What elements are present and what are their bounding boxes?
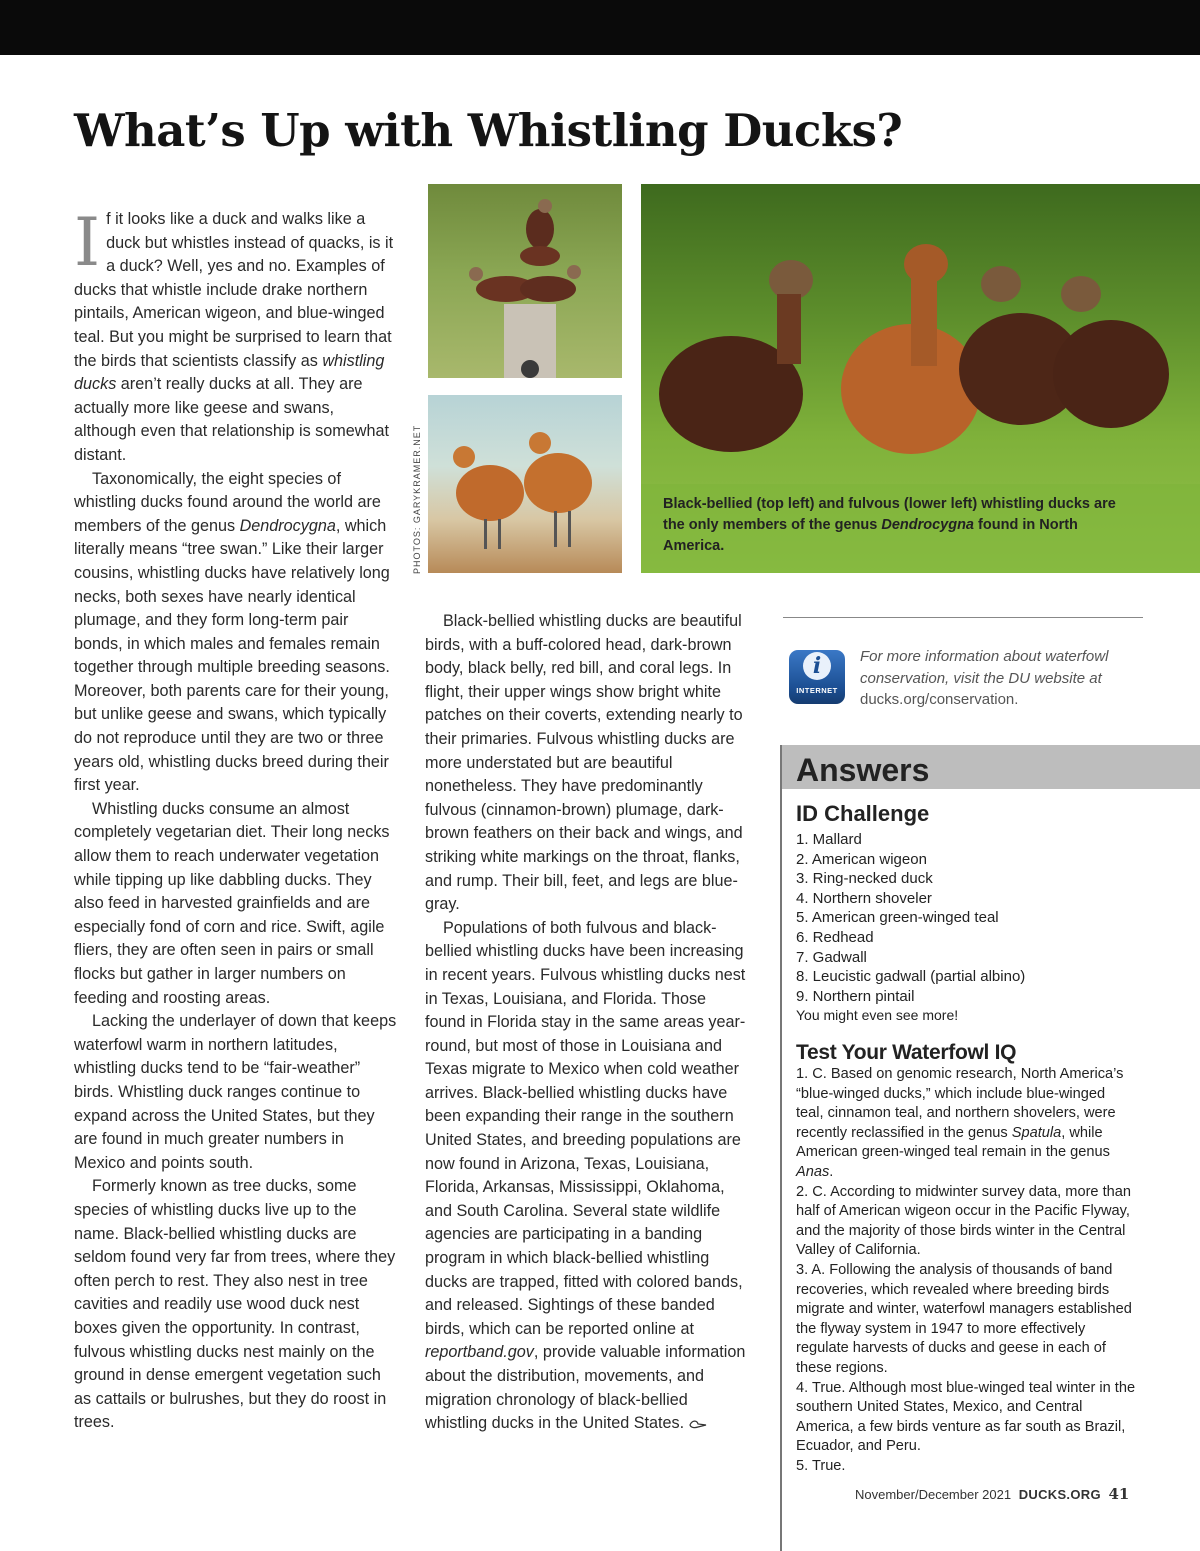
top-black-bar [0, 0, 1200, 55]
list-item: 4. Northern shoveler [796, 889, 932, 907]
waterfowl-iq-heading: Test Your Waterfowl IQ [796, 1041, 1017, 1064]
info-icon-label: INTERNET [796, 686, 838, 695]
article-column-2 [425, 610, 751, 1436]
info-i-glyph: i [803, 652, 831, 680]
article-paragraph: Black-bellied whistling ducks are beautiful birds, with a buff-colored head, dark-brown body, black belly, red bill, and coral legs. In flight, their upper wings show bright white patches on their coverts, extending nearly to their primaries. Fulvous whistling ducks are more understated but are beautiful nonetheless. They have predominantly fulvous (cinnamon-brown) plumage, dark-brown feathers on their back and wings, and striking white markings on the throat, flanks, and rump. Their bill, feet, and legs are blue-gray. [425, 612, 743, 914]
iq-answer: 2. C. According to midwinter survey data, more than half of American wigeon occur in the Pacific Flyway, and the majority of those birds winter in the Central Valley of California. [796, 1183, 1132, 1259]
site-name: DUCKS.ORG [1018, 1487, 1101, 1502]
article-paragraph: Whistling ducks consume an almost completely vegetarian diet. Their long necks allow them to reach underwater vegetation while tipping up like dabbling ducks. They also feed in harvested grainfields and are especially fond of corn and rice. Swift, agile fliers, they are often seen in pairs or small flocks but gather in larger numbers on feeding and roosting areas. [74, 799, 390, 1007]
list-item: 1. Mallard [796, 831, 862, 848]
id-challenge-note: You might even see more! [796, 1007, 959, 1023]
id-challenge-heading: ID Challenge [796, 801, 930, 826]
iq-answer: 5. True. [796, 1457, 846, 1474]
article-title: What’s Up with Whistling Ducks? [74, 104, 903, 157]
article-paragraph: Formerly known as tree ducks, some species of whistling ducks live up to the name. Black-bellied whistling ducks are seldom found very far from trees, where they often perch to rest. They also nest in tree cavities and readily use wood duck nest boxes given the opportunity. In contrast, fulvous whistling ducks nest mainly on the ground in dense emergent vegetation such as cattails or bulrushes, but they do roost in trees. [74, 1177, 396, 1432]
iq-answer: 1. C. Based on genomic research, North America’s “blue-winged ducks,” which include blue-winged teal, cinnamon teal, and northern shovelers, were recently reclassified in the genus Spatula, while American green-winged teal remain in the genus Anas. [796, 1066, 1124, 1180]
photo-caption: Black-bellied (top left) and fulvous (lower left) whistling ducks are the only members of the genus Dendrocygna found in North America. [663, 496, 1116, 554]
photo-fulvous-ducks-in-water [428, 395, 622, 573]
article-paragraph: If it looks like a duck and walks like a duck but whistles instead of quacks, is it a duck? Well, yes and no. Examples of ducks that whistle include drake northern pintails, American wigeon, and blue-winged teal. But you might be surprised to learn that the birds that scientists classify as whistling ducks aren’t really ducks at all. They are actually more like geese and swans, although even that relationship is somewhat distant. [74, 204, 394, 464]
drop-cap: I [74, 204, 101, 281]
list-item: 9. Northern pintail [796, 987, 915, 1005]
waterfowl-iq-answers [796, 1065, 1136, 1476]
list-item: 5. American green-winged teal [796, 909, 999, 927]
divider [783, 617, 1143, 618]
answers-title: Answers [796, 752, 930, 788]
list-item: 3. Ring-necked duck [796, 870, 933, 888]
article-paragraph: Populations of both fulvous and black-bellied whistling ducks have been increasing in recent years. Fulvous whistling ducks nest in Texas, Louisiana, and Florida. Those found in Florida stay in the same areas year-round, but most of those in Louisiana and Texas migrate to Mexico when cold weather arrives. Black-bellied whistling ducks have been expanding their range in the southern United States, and breeding populations are now found in Arizona, Texas, Louisiana, Florida, Arkansas, Mississippi, Oklahoma, and South Carolina. Several state wildlife agencies are participating in a banding program in which black-bellied whistling ducks are trapped, fitted with colored bands, and released. Sightings of these banded birds, which can be reported online at reportband.gov, provide valuable information about the distribution, movements, and migration chronology of black-bellied whistling ducks in the United States. [425, 918, 746, 1433]
info-box-text: For more information about waterfowl conservation, visit the DU website at ducks.org/conservation. [860, 648, 1109, 708]
list-item: 7. Gadwall [796, 948, 867, 966]
list-item: 6. Redhead [796, 928, 874, 946]
info-icon [789, 650, 845, 704]
list-item: 2. American wigeon [796, 850, 927, 868]
article-paragraph: Lacking the underlayer of down that keeps waterfowl warm in northern latitudes, whistling ducks tend to be “fair-weather” birds. Whistling duck ranges continue to expand across the United States, but they are found in much greater numbers in Mexico and points south. [74, 1012, 397, 1172]
conservation-link[interactable]: ducks.org/conservation. [860, 691, 1019, 708]
list-item: 8. Leucistic gadwall (partial albino) [796, 968, 1026, 986]
sidebar-rule [780, 745, 782, 1551]
page-number: 41 [1108, 1485, 1130, 1503]
iq-answer: 4. True. Although most blue-winged teal winter in the southern United States, Mexico, and Central America, a few birds venture as far south as Brazil, Ecuador, and Peru. [796, 1379, 1136, 1455]
duck-end-mark-icon [689, 1419, 707, 1429]
iq-answer: 3. A. Following the analysis of thousands of band recoveries, which revealed where breeding birds migrate and winter, waterfowl managers established the flyway system in 1947 to more effectively regulate harvests of ducks and geese in each of these regions. [796, 1261, 1132, 1376]
article-paragraph: Taxonomically, the eight species of whistling ducks found around the world are members of the genus Dendrocygna, which literally means “tree swan.” Like their larger cousins, whistling ducks have relatively long necks, both sexes have nearly identical plumage, and they form long-term pair bonds, in which males and females remain together through multiple breeding seasons. Moreover, both parents care for their young, but unlike geese and swans, which typically do not reproduce until they are two or three years old, whistling ducks breed during their first year. [74, 469, 390, 795]
photo-credit: PHOTOS: GARYKRAMER.NET [412, 424, 422, 574]
issue-date: November/December 2021 [855, 1487, 1012, 1502]
id-challenge-list [796, 830, 1025, 1006]
photo-black-bellied-ducks-on-nest-box [428, 184, 622, 378]
article-column-1 [74, 204, 398, 1435]
page-footer [855, 1485, 1129, 1503]
